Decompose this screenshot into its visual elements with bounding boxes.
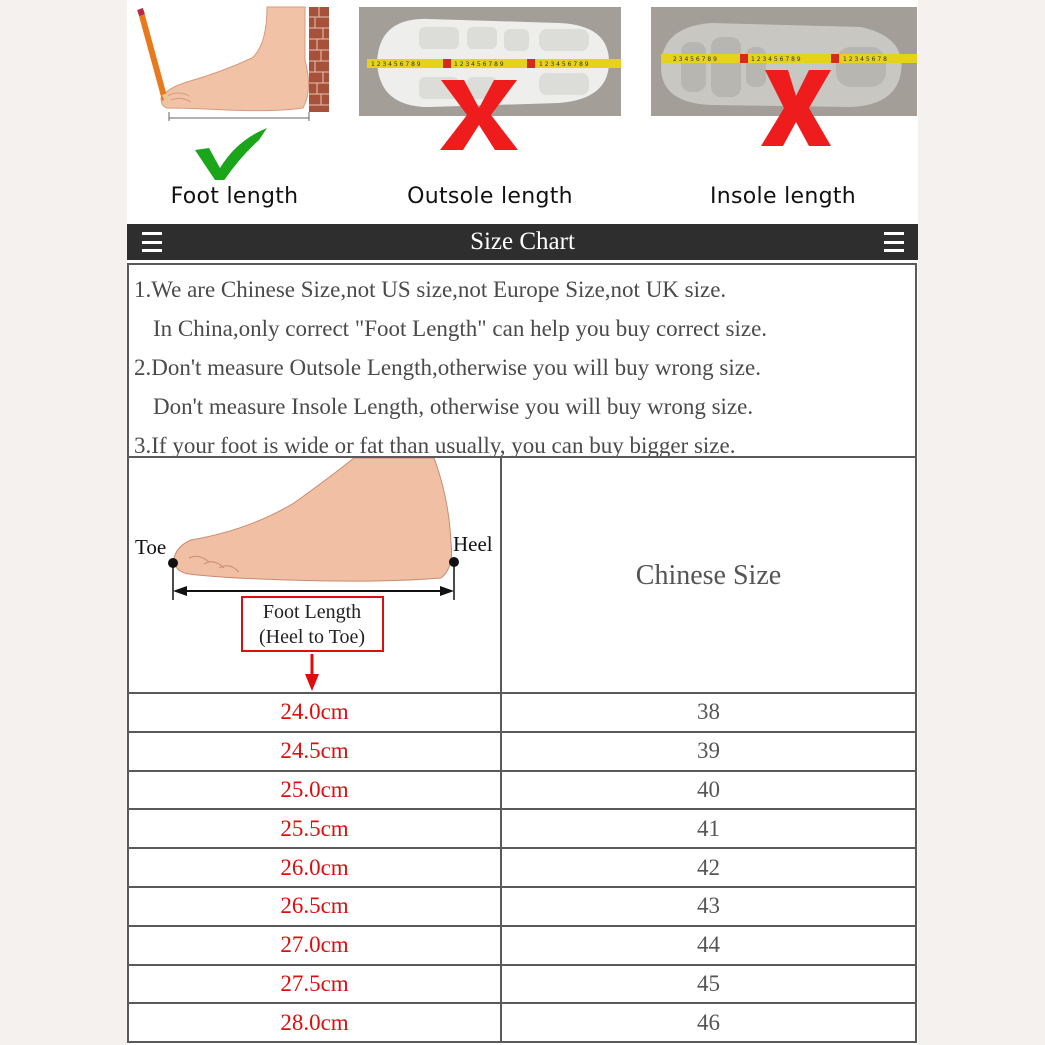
size-table [127,456,917,1043]
insole-length-panel [649,0,917,222]
chinese-size-cell: 46 [697,1009,720,1035]
table-row [129,810,915,849]
foot-shape [161,7,309,111]
table-row [129,694,915,733]
table-row [129,849,915,888]
foot-length-diagram-cell [129,458,502,694]
foot-length-cell: 26.5cm [129,888,502,925]
chinese-size-cell: 41 [697,815,720,841]
table-row [129,772,915,811]
heel-label: Heel [453,532,493,556]
chinese-size-cell: 42 [697,854,720,880]
table-row [129,733,915,772]
note-line: Don't measure Insole Length, otherwise you will buy wrong size. [153,394,754,419]
foot-length-cell: 27.5cm [129,966,502,1003]
chinese-size-cell: 40 [697,776,720,802]
svg-text:1 2 3 4 5 6 7 8: 1 2 3 4 5 6 7 8 [843,56,887,63]
note-line: 1.We are Chinese Size,not US size,not Europe Size,not UK size. [134,277,727,302]
table-row [129,888,915,927]
chinese-size-header: Chinese Size [635,560,782,591]
foot-length-cell: 25.5cm [129,810,502,847]
foot-length-cell: 28.0cm [129,1004,502,1041]
brick-wall-icon [309,7,329,112]
foot-length-panel [127,0,342,222]
svg-text:2 3 4 5 6 7 8 9: 2 3 4 5 6 7 8 9 [673,56,717,63]
foot-length-label: Foot length [170,184,299,209]
arrow-down-icon [305,674,319,691]
table-header-row [129,458,915,694]
svg-text:1 2 3 4 5 6 7 8 9: 1 2 3 4 5 6 7 8 9 [454,61,504,68]
svg-text:1 2 3 4 5 6 7 8 9: 1 2 3 4 5 6 7 8 9 [539,61,589,68]
note-line: In China,only correct "Foot Length" can help you buy correct size. [153,316,768,341]
chinese-size-cell: 38 [697,699,720,725]
chinese-size-cell: 43 [697,893,720,919]
table-row [129,1004,915,1041]
foot-length-cell: 25.0cm [129,772,502,809]
note-line: 2.Don't measure Outsole Length,otherwise you will buy wrong size. [134,355,761,380]
insole-length-label: Insole length [709,184,857,209]
foot-length-cell: 24.5cm [129,733,502,770]
foot-length-cell: 24.0cm [129,694,502,731]
table-row [129,927,915,966]
note-line: 3.If your foot is wide or fat than usually, you can buy bigger size. [134,433,736,458]
foot-length-cell: 26.0cm [129,849,502,886]
foot-length-box-subtitle: (Heel to Toe) [259,626,365,648]
outsole-length-panel [356,0,624,222]
chinese-size-cell: 44 [697,932,720,958]
heel-to-toe-diagram [129,458,502,694]
foot-length-box-title: Foot Length [262,601,362,623]
table-row [129,966,915,1005]
chinese-size-cell: 45 [697,970,720,996]
svg-text:1 2 3 4 5 6 7 8 9: 1 2 3 4 5 6 7 8 9 [751,56,801,63]
menu-icon [884,232,904,252]
size-chart-page [127,0,918,1045]
page-title: Size Chart [470,228,575,255]
red-x-icon [356,0,624,160]
menu-icon [142,232,162,252]
red-x-icon [649,0,917,160]
sizing-notes [127,263,917,458]
pencil-icon [140,9,168,106]
outsole-length-label: Outsole length [407,184,573,209]
green-check-icon [195,128,267,180]
size-chart-header [127,224,918,260]
toe-label: Toe [135,535,167,559]
foot-measure-illustration [127,0,342,180]
chinese-size-cell: 39 [697,738,720,764]
foot-length-cell: 27.0cm [129,927,502,964]
svg-text:1 2 3 4 5 6 7 8 9: 1 2 3 4 5 6 7 8 9 [371,61,421,68]
